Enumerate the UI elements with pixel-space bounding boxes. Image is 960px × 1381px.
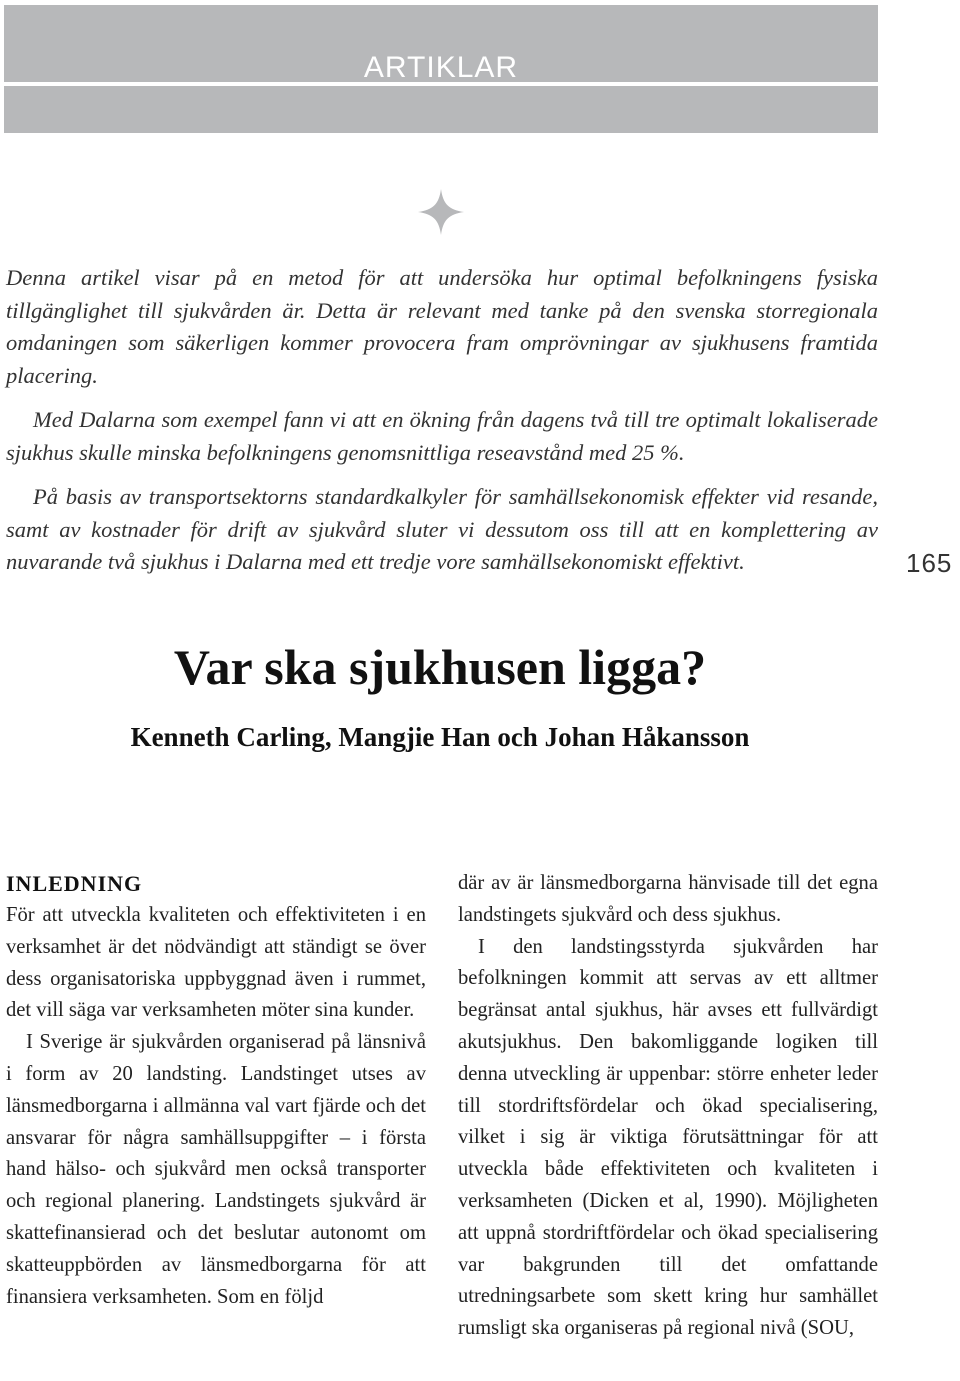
article-title: Var ska sjukhusen ligga? <box>173 639 707 695</box>
abstract-paragraph: Denna artikel visar på en metod för att undersöka hur optimal befolkningens fysiska tillgänglighet till sjukvården är. Detta är relevant med tanke på den svenska storregionala omdaningen som säkerligen kommer provocera fram omprövningar av sjukhusens framtida placering. <box>6 265 878 388</box>
page-number: 165 <box>906 548 953 578</box>
body-paragraph: I Sverige är sjukvården organiserad på länsnivå i form av 20 landsting. Landstinget utses av länsmedborgarna i allmänna val vart fjärde och det ansvarar för några samhällsuppgifter – i första hand hälso- och sjukvård men också transporter och regional planering. Landstingets sjukvård är skattefinansierad och det beslutar autonomt om skatteuppbörden av länsmedborgarna för att finansiera verksamheten. Som en följd <box>6 1031 426 1308</box>
body-column-left <box>6 868 426 1313</box>
body-paragraph: För att utveckla kvaliteten och effektiviteten i en verksamhet är det nödvändigt att ständigt se över dess organisatoriska uppbyggnad även i rummet, det vill säga var verksamheten möter sina kunder. <box>6 904 426 1022</box>
abstract-paragraph: Med Dalarna som exempel fann vi att en ökning från dagens två till tre optimalt lokaliserade sjukhus skulle minska befolkningens genomsnittliga reseavstånd med 25 %. <box>6 407 878 465</box>
body-paragraph: där av är länsmedborgarna hänvisade till det egna landstingets sjukvård och dess sjukhus. <box>458 872 878 926</box>
body-column-right <box>458 868 878 1345</box>
four-point-star-icon <box>416 187 466 237</box>
body-paragraph: I den landstingsstyrda sjukvården har befolkningen kommit att servas av ett alltmer begränsat antal sjukhus, här avses ett fullvärdigt akutsjukhus. Den bakomliggande logiken till denna utveckling är uppenbar: större enheter leder till stordriftsfördelar och ökad specialisering, vilket i sig är viktiga förutsättningar för att utveckla både effektiviteten och kvaliteten i verksamheten (Dicken et al, 1990). Möjligheten att uppnå stordriftfördelar och ökad specialisering var bakgrunden till det omfattande utredningsarbete som skett kring hur samhället rumsligt ska organiseras på regional nivå (SOU, <box>458 935 878 1340</box>
abstract-paragraph: På basis av transportsektorns standardkalkyler för samhällsekonomisk effekter vid resande, samt av kostnader för drift av sjukvård sluter vi dessutom oss till att en komplettering av nuvarande två sjukhus i Dalarna med ett tredje vore samhällsekonomiskt effektivt. <box>6 484 878 574</box>
article-authors: Kenneth Carling, Mangjie Han och Johan Håkansson <box>130 722 750 752</box>
section-label: ARTIKLAR <box>363 51 519 84</box>
abstract <box>6 262 878 591</box>
section-heading: INLEDNING <box>6 871 143 896</box>
